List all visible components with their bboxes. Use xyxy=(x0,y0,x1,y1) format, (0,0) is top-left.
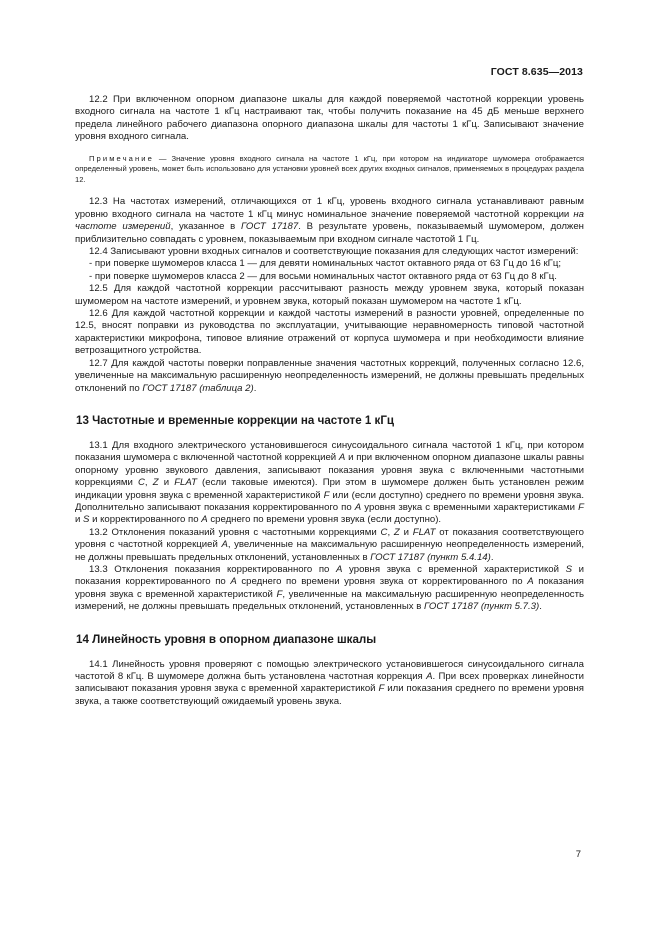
clause-text: среднего по времени уровня звука от корректированного по xyxy=(236,576,528,588)
clause-text: . xyxy=(539,601,542,613)
clause-12-2 xyxy=(75,94,584,144)
weighting-symbol: F xyxy=(323,489,330,501)
clause-text: от показания соответствующего уровня с частотной коррекцией xyxy=(75,526,584,551)
standard-reference: ГОСТ 17187 (пункт 5.4.14) xyxy=(370,551,491,563)
clause-text: . xyxy=(253,382,257,394)
weighting-symbol: A xyxy=(527,576,534,588)
list-item xyxy=(75,271,584,283)
weighting-symbol: A xyxy=(336,563,343,575)
clause-text: , указанное в xyxy=(170,221,241,233)
clause-12-3 xyxy=(75,196,584,246)
clause-text: или (если доступно) среднего по времени уровня звука. Дополнительно записывают показания корректированного по xyxy=(75,489,585,513)
clause-text: и корректированного по xyxy=(89,514,202,526)
clause-text: . xyxy=(490,551,494,563)
clause-text: , xyxy=(144,477,153,489)
weighting-symbol: A xyxy=(338,452,346,464)
clause-12-4 xyxy=(75,246,584,258)
clause-text: . При всех проверках линейности записывают показания уровня звука с временной характеристикой xyxy=(75,671,584,695)
weighting-symbol: A xyxy=(354,501,362,513)
clause-text: 12.4 Записывают уровни входных сигналов и соответствующие показания для следующих частот измерений: xyxy=(89,246,579,258)
clause-text: , увеличенные на максимальную расширенную неопределенность измерений, не должны превышать предельных отклонений, установленных в xyxy=(75,588,584,613)
document-code: ГОСТ 8.635—2013 xyxy=(490,66,583,78)
clause-text: уровня звука с временной характеристикой xyxy=(342,563,566,575)
section-13-heading: 13 Частотные и временные коррекции на частоте 1 кГц xyxy=(76,413,395,427)
list-item xyxy=(75,258,584,270)
clause-12-5 xyxy=(75,283,584,308)
weighting-symbol: F xyxy=(578,501,584,513)
clause-text: 12.6 Для каждой частотной коррекции и каждой частоты измерений в разности уровней, определенные по 12.5, вносят поправки из руководства по эксплуатации, учитывающие неравномерность типовой частотной характеристики микрофона, типовое влияние отражений от корпуса шумомера и при необходимости влияние ветрозащитного устройства. xyxy=(75,308,584,357)
weighting-symbol: A xyxy=(426,671,433,682)
weighting-symbol: A xyxy=(221,539,228,551)
clause-text: уровня звука с временными характеристиками xyxy=(361,501,579,513)
clause-text: 13.1 Для входного электрического установившегося синусоидального сигнала частотой 1 кГц, при котором показания шумомера с включенной частотной коррекцией xyxy=(75,439,584,464)
clause-text-italic: на частоте измерений xyxy=(75,208,584,233)
weighting-symbol: F xyxy=(378,683,385,695)
list-item-text: - при поверке шумомеров класса 1 — для девяти номинальных частот октавного ряда от 63 Гц до 16 кГц; xyxy=(89,258,562,270)
page-body xyxy=(75,94,584,708)
clause-12-6 xyxy=(75,308,584,358)
weighting-symbol: FLAT xyxy=(174,477,197,489)
clause-text: , xyxy=(387,526,394,538)
clause-text: 12.5 Для каждой частотной коррекции рассчитывают разность между уровнем звука, который показан шумомером на частоте измерений, и уровнем звука, который показан шумомером на частоте 1 кГц. xyxy=(75,283,584,307)
clause-text: 12.2 При включенном опорном диапазоне шкалы для каждой поверяемой частотной коррекции уровень входного сигнала на частоте 1 кГц настраивают так, чтобы получить показание на 45 дБ меньше верхнего предела линейного рабочего диапазона опорного диапазона шкалы для частоты 1 кГц. Записывают значение уровня входного сигнала. xyxy=(75,94,584,143)
weighting-symbol: C xyxy=(137,477,145,489)
weighting-symbol: Z xyxy=(152,477,159,489)
clause-text: 13.3 Отклонения показания корректированного по xyxy=(89,563,337,575)
clause-text: , увеличенные на максимальную расширенную неопределенность измерений, не должны превышать предельных отклонений, установленных в xyxy=(75,539,585,563)
clause-13-2 xyxy=(75,527,584,564)
clause-text: 13.2 Отклонения показаний уровня с частотными коррекциями xyxy=(89,526,381,538)
clause-text: среднего по времени уровня звука (если доступно). xyxy=(207,514,442,526)
note-label: Примечание xyxy=(89,153,154,163)
clause-text: и показания корректированного по xyxy=(75,563,584,588)
clause-text: . В результате уровень, показываемый шумомером, должен приблизительно совпадать с уровнем, показываемым при входном сигнале частотой 1 Гц. xyxy=(75,221,584,245)
clause-text: и при включенном опорном диапазоне шкалы равны опорному уровню звукового давления, записывают показания уровня звука с включенными частотными коррекциями xyxy=(75,452,584,489)
weighting-symbol: F xyxy=(276,588,283,600)
weighting-symbol: A xyxy=(201,514,208,526)
clause-text: и xyxy=(399,526,413,538)
clause-text: (если таковые имеются). При этом в шумомере должен быть установлен режим индикации уровня звука с временной характеристикой xyxy=(75,477,584,501)
clause-12-7 xyxy=(75,358,584,395)
clause-text: и xyxy=(158,477,175,489)
clause-text: или показания среднего по времени уровня звука, а также соответствующий ожидаемый уровень звука. xyxy=(75,683,584,707)
weighting-symbol: FLAT xyxy=(412,526,436,538)
note xyxy=(75,154,584,186)
section-14-heading: 14 Линейность уровня в опорном диапазоне шкалы xyxy=(76,632,377,646)
list-item-text: - при поверке шумомеров класса 2 — для восьми номинальных частот октавного ряда от 63 Гц до 8 кГц. xyxy=(89,270,557,282)
weighting-symbol: S xyxy=(83,514,90,526)
page-number: 7 xyxy=(575,849,581,860)
standard-reference: ГОСТ 17187 (таблица 2) xyxy=(142,382,254,394)
clause-text: 12.3 На частотах измерений, отличающихся от 1 кГц, уровень входного сигнала устанавливают равным уровню входного сигнала на частоте 1 кГц минус номинальное значение поверяемой частотной коррекции xyxy=(75,196,584,220)
standard-reference: ГОСТ 17187 (пункт 5.7.3) xyxy=(423,601,540,613)
weighting-symbol: A xyxy=(230,576,237,588)
standard-reference: ГОСТ 17187 xyxy=(240,221,299,233)
clause-13-1 xyxy=(75,440,584,527)
clause-13-3 xyxy=(75,564,584,614)
clause-text: 14.1 Линейность уровня проверяют с помощью электрического установившегося синусоидального сигнала частотой 8 кГц. В шумомере должна быть установлена частотная коррекция xyxy=(75,658,584,682)
clause-text: показания уровня звука с временной характеристикой xyxy=(75,576,584,600)
weighting-symbol: S xyxy=(565,563,573,575)
weighting-symbol: C xyxy=(380,526,388,538)
clause-text: и xyxy=(75,514,84,526)
clause-text: 12.7 Для каждой частоты поверки поправленные значения частотных коррекций, полученных согласно 12.6, увеличенные на максимальную расширенную неопределенность измерений, не должны превышать предельных отклонений по xyxy=(75,357,584,394)
note-text: — Значение уровня входного сигнала на частоте 1 кГц, при котором на индикаторе шумомера отображается определенный уровень, может быть использовано для установки уровней всех других входных сигналов, применяемых в процедурах раздела 12. xyxy=(75,153,584,184)
weighting-symbol: Z xyxy=(393,526,400,538)
clause-14-1 xyxy=(75,659,584,709)
